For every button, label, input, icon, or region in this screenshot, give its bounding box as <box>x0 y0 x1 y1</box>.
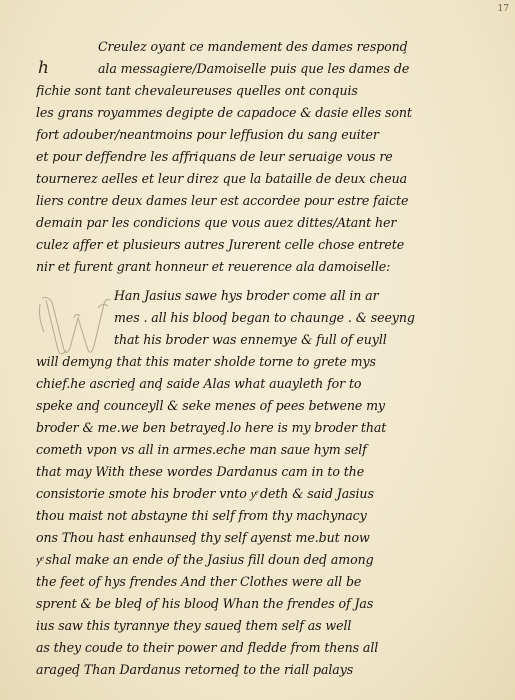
paragraph-english <box>36 285 488 681</box>
text-line: fort adouber/neantmoins pour leffusion du sang euiter <box>36 127 379 142</box>
text-line: that his broder was ennemye & full of euyll <box>114 332 387 347</box>
text-line: cometh vpon vs all in armes.eche man saue hym self <box>36 442 367 457</box>
text-line: sprent & be bleḑ of his blooḑ Whan the frendes of Jas <box>36 596 374 611</box>
text-line: nir et furent grant honneur et reuerence ala damoiselle: <box>36 259 391 274</box>
text-line: fichie sont tant chevaleureuses quelles ont conquis <box>36 83 358 98</box>
text-line: arageḑ Than Dardanus retorneḑ to the riall palays <box>36 662 354 677</box>
text-line: broder & me.we ben betrayeḑ.lo here is my broder that <box>36 420 387 435</box>
text-line: et pour deffendre les affriquans de leur seruaige vous re <box>36 149 393 164</box>
text-line: mes . all his blooḑ began to chaunge . & seeyng <box>114 310 415 325</box>
text-line: Han Jasius sawe hys broder come all in ar <box>114 288 379 303</box>
paragraph-french <box>36 36 488 278</box>
text-line: culez affer et plusieurs autres Jurerent celle chose entrete <box>36 237 405 252</box>
text-line: the feet of hys frendes And ther Clothes were all be <box>36 574 362 589</box>
text-line: speke anḑ counceyll & seke menes of pees betwene my <box>36 398 385 413</box>
text-line: liers contre deux dames leur est accordee pour estre faicte <box>36 193 409 208</box>
text-line: yͤ shal make an ende of the Jasius fill doun deḑ among <box>36 552 374 567</box>
text-line: chief.he ascrieḑ anḑ saide Alas what auayleth for to <box>36 376 362 391</box>
text-line: ala messagiere/Damoiselle puis que les dames de <box>98 61 410 76</box>
text-line: Creulez oyant ce mandement des dames responḑ <box>98 39 408 54</box>
text-line: as they coude to their power and fledde from thens all <box>36 640 379 655</box>
text-line: ius saw this tyrannye they saueḑ them self as well <box>36 618 352 633</box>
text-line: thou maist not abstayne thi self from thy machynacy <box>36 508 367 523</box>
text-line: demain par les condicions que vous auez dittes/Atant her <box>36 215 397 230</box>
text-line: consistorie smote his broder vnto yͤ deth & said Jasius <box>36 486 374 501</box>
text-line: that may With these wordes Dardanus cam in to the <box>36 464 365 479</box>
text-line: ons Thou hast enhaunseḑ thy self ayenst me.but now <box>36 530 370 545</box>
text-line: tournerez aelles et leur direz que la bataille de deux cheua <box>36 171 408 186</box>
text-line: will demyng that this mater sholde torne to grete mys <box>36 354 376 369</box>
marginal-mark: h <box>38 58 49 78</box>
text-line: les grans royammes degipte de capadoce & dasie elles sont <box>36 105 412 120</box>
folio-number: 17 <box>497 4 509 14</box>
